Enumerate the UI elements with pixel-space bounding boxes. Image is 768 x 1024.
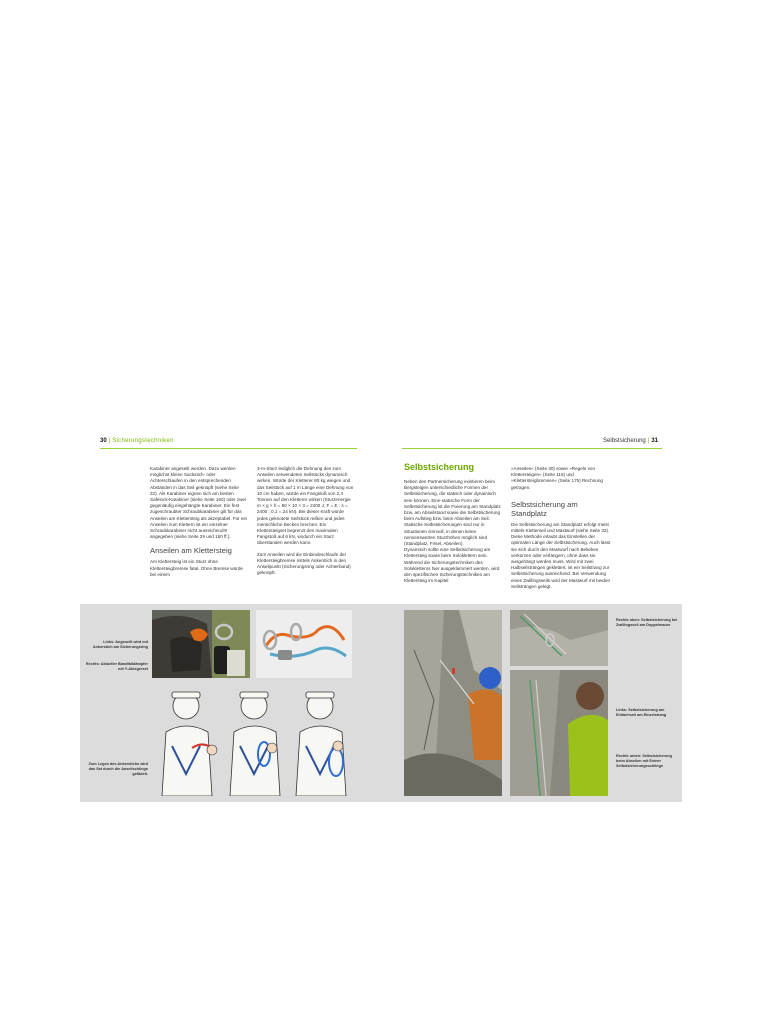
right-section-title: Selbstsicherung: [603, 438, 646, 444]
section-heading-anseilen: Anseilen am Klettersteig: [150, 546, 232, 556]
photo-belayer-rappel: [510, 670, 608, 796]
book-spread: [80, 434, 682, 802]
caption-right-bottom: Rechts unten: Selbstsicherung beim Abseilen mit Eeiner Selbstsicherungsschlinge: [616, 754, 672, 768]
photo-climber-rock-face: [404, 610, 502, 796]
paragraph: Die Selbstsicherung am Standplatz erfolgt meist mittels Kletterseil und Mastwurf (siehe Seite 33). Diese Methode erlaubt das Einstellen der optimalen Länge der Selbstsicherung. Auch lässt sie sich durch den Mastwurf nach Belieben verkürzen oder verlängern, ohne dass sie ausgehängt werden muss. Wird mit zwei Halbseilsträngen geklettert, ist ein Seilstrang zur Selbstsicherung ausreichend. Bei Verwendung eines Zwillingsseils wird der Mastwurf mit beiden Seilsträngen gelegt.: [511, 521, 611, 589]
paragraph: Neben den Partnersicherung existieren beim Bergsteigen unterschiedliche Formen der Selbstsicherung, die statisch oder dynamisch sein können. Eine statische Form der Selbstsicherung ist die Fixierung am Standplatz bzw. am Abseilstand sowie die Selbstsicherung beim Aufstieg bzw. beim Abseilen am Seil. Statische Selbstsicherungen sind nur in Situationen sinnvoll, in denen keine nennenswerten Sturzhöhen möglich sind (Standplatz, Firsel, Abseilen).: [404, 479, 501, 547]
caption-right-top: Rechts oben: Selbstsicherung bei Zwillingsseil am Doppelmauer: [616, 618, 678, 627]
photo-twin-rope-anchor: [510, 610, 608, 666]
paragraph: Dynamisch sollte eine Selbstsicherung am Klettersteig sowie beim Soloklettern sein. Während die Sicherungstechniken des Solokletterns hier ausgeklammert werden, wird den spezifischen Sicherungstechniken am Klettersteig im Kapitel: [404, 547, 500, 584]
right-header-rule: [402, 448, 662, 449]
text-column-1: [150, 466, 248, 578]
right-page-number: 31: [651, 438, 658, 444]
paragraph: »Anseilen« (Seite 30) sowie »Regeln von Klettersteigen« (Seite 116) und »Klettersteigbremsen« (Seite 175) Rechnung getragen.: [511, 466, 603, 490]
figure-step-2: [230, 692, 280, 796]
section-heading-standplatz: Selbstsicherung am Standplatz: [511, 499, 578, 518]
paragraph: Karabiner angeseilt werden. Dazu werden möglichst kleine Sackstich- oder Achterschlaufen in den entsprechenden Abständen in das Seil geknüpft (siehe Seite 32). Als Karabiner eignen sich am besten Safelock-Karabiner (siehe Seite 160) oder zwei gegenläufig eingehängte Karabiner. Ein fest zugeschraubter Schraubkarabiner gilt für das Anseilen am Klettersteig als akzeptabel. Für ein Anseilen zum Klettern ist ein einzelner Schraubkarabiner nicht ausreichend!!! angegeben (siehe Seite 29 und 160 ff.).: [150, 466, 248, 540]
paragraph: 3-m-Sturz lediglich die Dehnung des zum Anseilen verwendeten Seilstücks dynamisch wirken. Würde der Kletterer 80 kg wiegen und das Seilstück auf 1 m Länge eine Dehnung von 10 cm haben, würde ein Fangstoß von 2,4 Tonnen auf den Kletterer wirken (Sturzenergie m × g × h = 80 × 10 × 3 = 2400 J, F = E : s = 2400 : 0,1 = 24 kN). Bei dieser Kraft würde jedes geknotete Seilstück reißen und jedes menschliche Becken brechen. Ein Klettersteigset begrenzt den maximalen Fangstoß auf 6 kN, wodurch ein Sturz überstanden werden kann.: [257, 466, 354, 546]
figure-step-3: [296, 692, 346, 796]
caption-right-mid: Links: Selbstsicherung am Einfachseil am Einzelstrang: [616, 708, 667, 717]
photo-via-ferrata-set: [256, 610, 352, 678]
caption-left-bottom: Zum Legen des Ankerstichs wird das Set durch die Anseilschlinge gefädelt.: [88, 762, 148, 776]
text-column-3: [404, 462, 502, 584]
photo-harness-carabiner: [152, 610, 250, 678]
text-column-4: [511, 466, 611, 590]
left-section-title: Sicherungstechniken: [112, 438, 174, 444]
caption-left-top-2: Rechts: Aktueller Bandfalldämpfer mit Y-Ablegerset: [85, 662, 148, 671]
text-column-2: [257, 466, 355, 576]
left-page-header: 30 | Sicherungstechniken: [100, 438, 174, 444]
caption-left-top: Links: Angeseilt wird mit Ankerstich am Sicherungsring: [92, 640, 148, 649]
left-header-rule: [100, 448, 357, 449]
left-page-number: 30: [100, 438, 107, 444]
right-page-header: Selbstsicherung | 31: [603, 438, 658, 444]
illustration-anchor-hitch-steps: [152, 684, 352, 796]
chapter-heading-selbstsicherung: Selbstsicherung: [404, 462, 475, 472]
photo-band: [80, 604, 682, 802]
paragraph: Am Klettersteig ist ein Sturz ohne Klettersteigbremse fatal. Ohne Bremse würde bei einem: [150, 559, 243, 577]
figure-step-1: [162, 692, 217, 796]
paragraph: Zum Anseilen wird die Einbindeschlaufe der Klettersteigbremse mittels Ankerstich in den Anseilpunkt (Sicherungsring oder Achterband) geknüpft.: [257, 551, 351, 576]
